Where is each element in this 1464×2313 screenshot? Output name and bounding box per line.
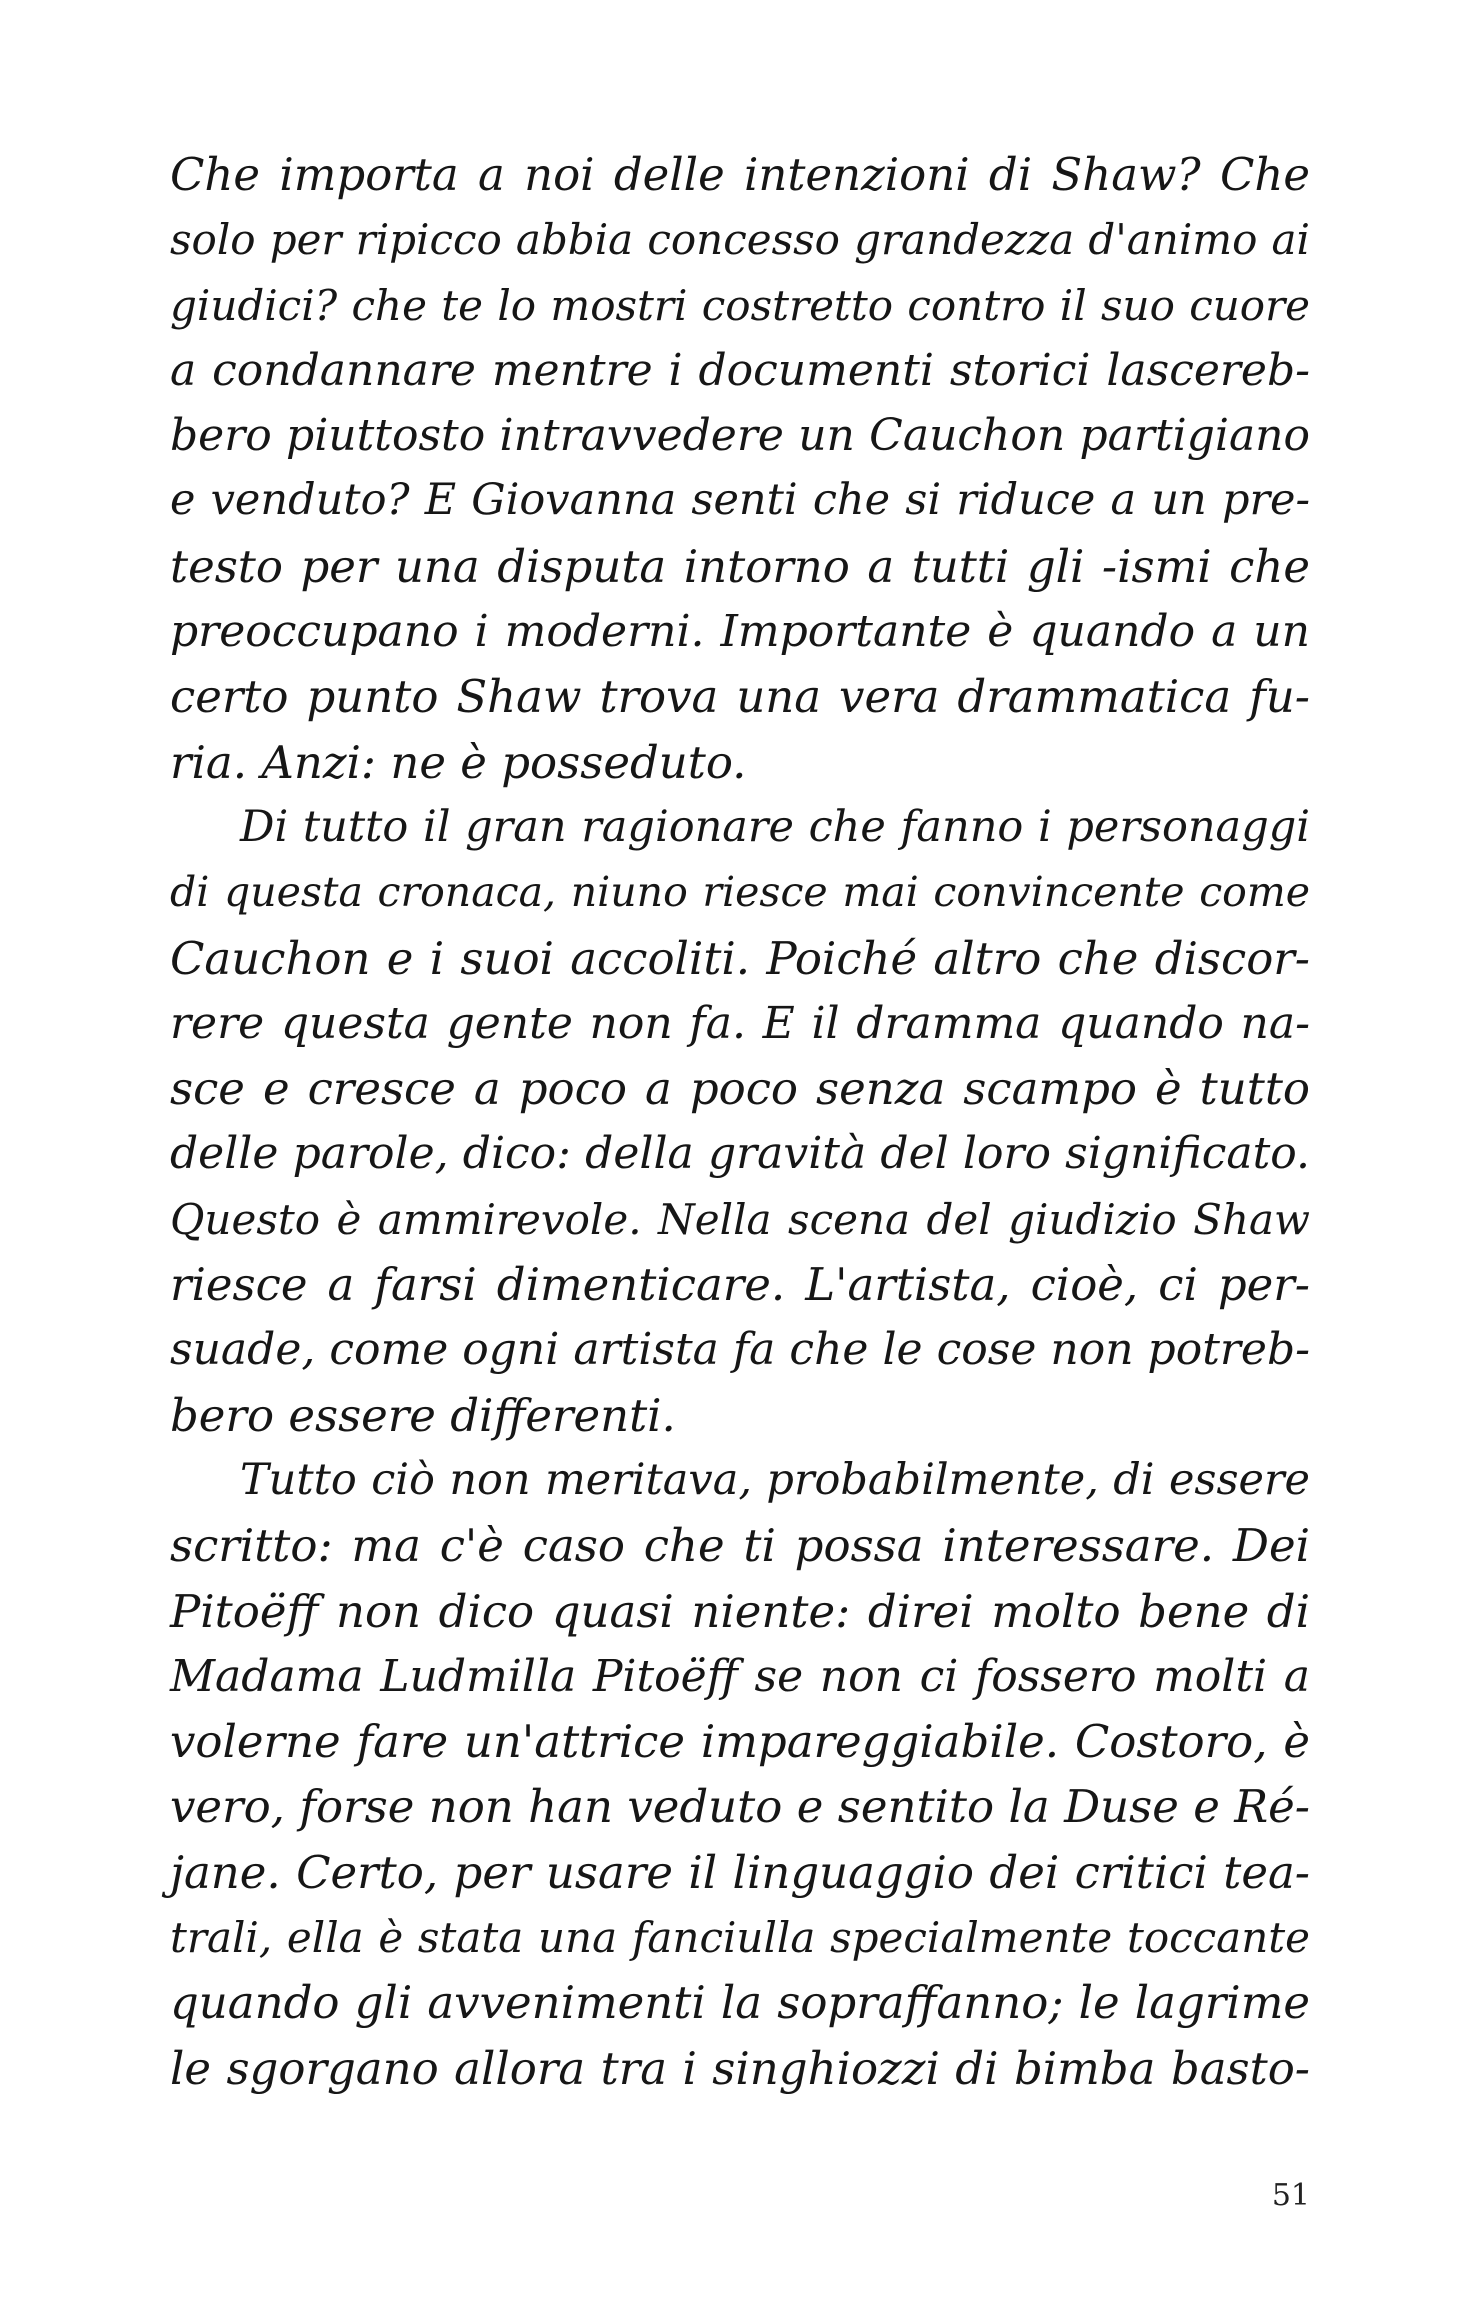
text-line: Di tutto il gran ragionare che fanno i personaggi	[240, 801, 1310, 852]
text-line: Madama Ludmilla Pitoëff se non ci fossero molti a	[170, 1650, 1310, 1702]
text-line: trali, ella è stata una fanciulla specialmente toccante	[170, 1913, 1310, 1963]
text-line: vero, forse non han veduto e sentito la Duse e Ré-	[170, 1780, 1310, 1834]
text-line: ria. Anzi: ne è posseduto.	[170, 735, 747, 789]
text-line: suade, come ogni artista fa che le cose non potreb-	[170, 1324, 1310, 1376]
text-line: scritto: ma c'è caso che ti possa interessare. Dei	[170, 1519, 1310, 1573]
text-line: bero essere differenti.	[170, 1388, 676, 1442]
text-line: di questa cronaca, niuno riesce mai convincente come	[170, 868, 1310, 917]
text-line: e venduto? E Giovanna senti che si riduce a un pre-	[170, 475, 1310, 526]
text-line: bero piuttosto intravvedere un Cauchon partigiano	[170, 410, 1310, 462]
text-line: rere questa gente non fa. E il dramma quando na-	[170, 997, 1310, 1049]
text-line: riesce a farsi dimenticare. L'artista, cioè, ci per-	[170, 1258, 1310, 1312]
text-line: Pitoëff non dico quasi niente: direi molto bene di	[170, 1584, 1310, 1638]
text-line: quando gli avvenimenti la sopraffanno; le lagrime	[170, 1976, 1310, 2030]
paragraph-1	[170, 142, 1310, 795]
text-line: jane. Certo, per usare il linguaggio dei critici tea-	[170, 1845, 1310, 1899]
text-line: preoccupano i moderni. Importante è quando a un	[170, 606, 1310, 658]
paragraph-2	[170, 795, 1310, 1448]
text-line: volerne fare un'attrice impareggiabile. Costoro, è	[170, 1715, 1310, 1769]
text-line: sce e cresce a poco a poco senza scampo è tutto	[170, 1062, 1310, 1116]
text-line: Cauchon e i suoi accoliti. Poiché altro che discor-	[170, 931, 1310, 985]
text-line: le sgorgano allora tra i singhiozzi di bimba basto-	[170, 2041, 1310, 2095]
text-line: Tutto ciò non meritava, probabilmente, di essere	[240, 1454, 1310, 1505]
page-number: 51	[1271, 2178, 1310, 2213]
text-line: solo per ripicco abbia concesso grandezza d'animo ai	[170, 215, 1310, 265]
paragraph-3	[170, 1448, 1310, 2101]
text-line: giudici? che te lo mostri costretto contro il suo cuore	[170, 280, 1310, 330]
text-line: a condannare mentre i documenti storici lascereb-	[170, 344, 1310, 396]
text-line: certo punto Shaw trova una vera drammatica fu-	[170, 670, 1310, 724]
body-text	[170, 142, 1310, 2101]
text-line: Questo è ammirevole. Nella scena del giudizio Shaw	[170, 1194, 1310, 1244]
text-line: Che importa a noi delle intenzioni di Shaw? Che	[170, 148, 1310, 201]
text-line: delle parole, dico: della gravità del loro significato.	[170, 1128, 1310, 1180]
text-line: testo per una disputa intorno a tutti gli -ismi che	[170, 539, 1310, 593]
